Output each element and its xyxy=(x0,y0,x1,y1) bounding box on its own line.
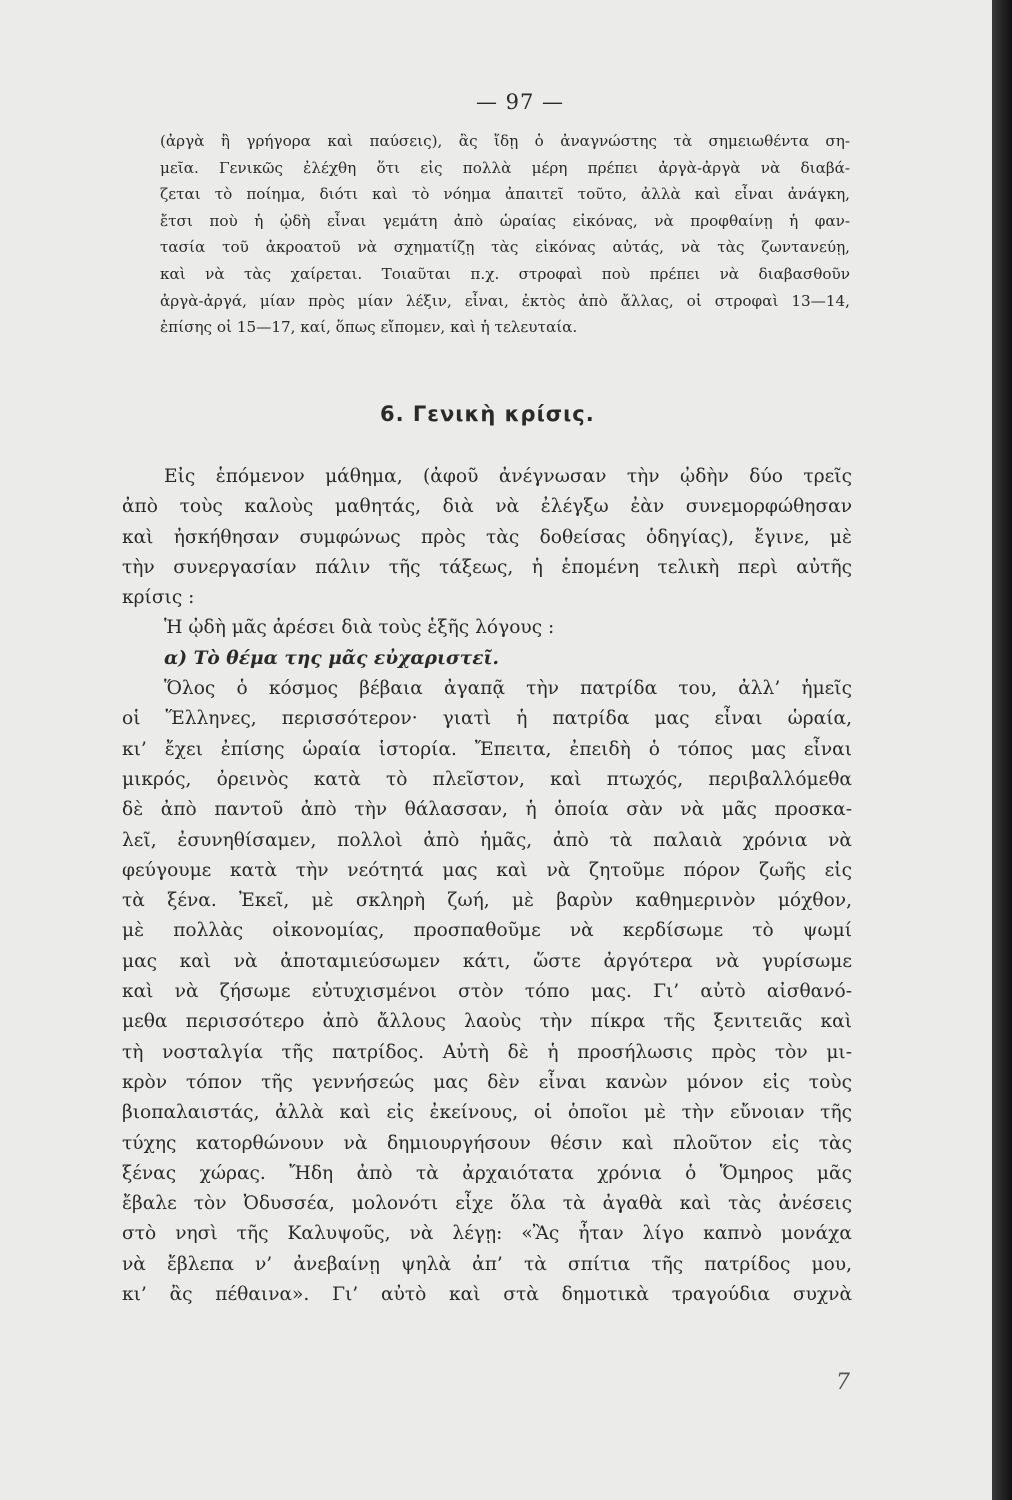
text-line: μεθα περισσότερο ἀπὸ ἄλλους λαοὺς τὴν πίκρα τῆς ξενιτειᾶς καὶ xyxy=(122,1011,852,1033)
top-paragraph xyxy=(160,128,850,341)
text-line: νὰ ἔβλεπα ν’ ἀνεβαίνῃ ψηλὰ ἀπ’ τὰ σπίτια τῆς πατρίδος μου, xyxy=(122,1253,852,1275)
text-line: τὰ ξένα. Ἐκεῖ, μὲ σκληρὴ ζωή, μὲ βαρὺν καθημερινὸν μόχθον, xyxy=(122,890,852,912)
text-line: βιοπαλαιστάς, ἀλλὰ καὶ εἰς ἐκείνους, οἱ ὁποῖοι μὲ τὴν εὔνοιαν τῆς xyxy=(122,1102,852,1124)
text-line: μικρός, ὀρεινὸς κατὰ τὸ πλεῖστον, καὶ πτωχός, περιβαλλόμεθα xyxy=(122,768,852,790)
subheading-a: α) Τὸ θέμα της μᾶς εὐχαριστεῖ. xyxy=(164,647,500,669)
text-line: τασία τοῦ ἀκροατοῦ νὰ σχηματίζῃ τὰς εἰκόνας αὐτάς, νὰ τὰς ζωντανεύῃ, xyxy=(160,238,850,257)
text-line: τὴν συνεργασίαν πάλιν τῆς τάξεως, ἡ ἑπομένη τελικὴ περὶ αὐτῆς xyxy=(122,556,852,578)
text-line: μεῖα. Γενικῶς ἐλέχθη ὅτι εἰς πολλὰ μέρη πρέπει ἀργὰ-ἀργὰ νὰ διαβά- xyxy=(160,158,850,177)
text-line: κρίσις : xyxy=(122,587,195,609)
text-line: ἀργὰ-ἀργά, μίαν πρὸς μίαν λέξιν, εἶναι, ἐκτὸς ἀπὸ ἄλλας, οἱ στροφαὶ 13—14, xyxy=(160,291,850,310)
text-line: στὸ νησὶ τῆς Καλυψοῦς, νὰ λέγῃ: «Ἂς ἦταν λίγο καπνὸ μονάχα xyxy=(122,1223,852,1245)
text-line: κι’ ἔχει ἐπίσης ὡραία ἱστορία. Ἔπειτα, ἐπειδὴ ὁ τόπος μας εἶναι xyxy=(122,738,852,760)
text-line: ἀπὸ τοὺς καλοὺς μαθητάς, διὰ νὰ ἐλέγξω ἐὰν συνεμορφώθησαν xyxy=(122,496,852,518)
text-line: καὶ νὰ ζήσωμε εὐτυχισμένοι στὸν τόπο μας. Γι’ αὐτὸ αἰσθανό- xyxy=(122,981,852,1003)
text-line: φεύγουμε κατὰ τὴν νεότητά μας καὶ νὰ ζητοῦμε πόρον ζωῆς εἰς xyxy=(122,859,852,881)
text-line: ἐπίσης οἱ 15—17, καί, ὅπως εἴπομεν, καὶ ἡ τελευταία. xyxy=(160,318,578,337)
text-line: οἱ Ἕλληνες, περισσότερον· γιατὶ ἡ πατρίδα μας εἶναι ὡραία, xyxy=(122,708,852,730)
text-line: ζεται τὸ ποίημα, διότι καὶ τὸ νόημα ἀπαιτεῖ τοῦτο, ἀλλὰ καὶ εἶναι ἀνάγκη, xyxy=(160,185,850,204)
page-number: — 97 — xyxy=(475,90,565,114)
text-line: λεῖ, ἐσυνηθίσαμεν, πολλοὶ ἀπὸ ἡμᾶς, ἀπὸ τὰ παλαιὰ χρόνια νὰ xyxy=(122,829,852,851)
text-line: Ἡ ᾠδὴ μᾶς ἀρέσει διὰ τοὺς ἑξῆς λόγους : xyxy=(164,617,555,639)
text-line: Ὅλος ὁ κόσμος βέβαια ἀγαπᾷ τὴν πατρίδα του, ἀλλ’ ἡμεῖς xyxy=(164,678,852,700)
text-line: καὶ ἠσκήθησαν συμφώνως πρὸς τὰς δοθείσας ὁδηγίας), ἔγινε, μὲ xyxy=(122,526,852,548)
signature-mark: 7 xyxy=(836,1370,850,1395)
text-line: ξένας χώρας. Ἤδη ἀπὸ τὰ ἀρχαιότατα χρόνια ὁ Ὅμηρος μᾶς xyxy=(122,1162,852,1184)
text-line: ἔβαλε τὸν Ὀδυσσέα, μολονότι εἶχε ὅλα τὰ ἀγαθὰ καὶ τὰς ἀνέσεις xyxy=(122,1193,852,1215)
text-line: μας καὶ νὰ ἀποταμιεύσωμεν κάτι, ὥστε ἀργότερα νὰ γυρίσωμε xyxy=(122,950,852,972)
text-line: καὶ νὰ τὰς χαίρεται. Τοιαῦται π.χ. στροφαὶ ποὺ πρέπει νὰ διαβασθοῦν xyxy=(160,264,850,283)
text-line: Εἰς ἑπόμενον μάθημα, (ἀφοῦ ἀνέγνωσαν τὴν ᾠδὴν δύο τρεῖς xyxy=(164,466,852,487)
text-line: κρὸν τόπον τῆς γεννήσεώς μας δὲν εἶναι κανὼν μόνον εἰς τοὺς xyxy=(122,1071,852,1093)
text-line: τύχης κατορθώνουν νὰ δημιουργήσουν θέσιν καὶ πλοῦτον εἰς τὰς xyxy=(122,1132,852,1154)
text-line: ἔτσι ποὺ ἡ ᾠδὴ εἶναι γεμάτη ἀπὸ ὡραίας εἰκόνας, νὰ προφθαίνῃ ἡ φαν- xyxy=(160,211,850,230)
text-line: τὴ νοσταλγία τῆς πατρίδος. Αὐτὴ δὲ ἡ προσήλωσις πρὸς τὸν μι- xyxy=(122,1041,852,1063)
text-line: (ἀργὰ ἢ γρήγορα καὶ παύσεις), ἂς ἴδῃ ὁ ἀναγνώστης τὰ σημειωθέντα ση- xyxy=(160,132,850,150)
body-paragraphs xyxy=(122,462,852,1310)
book-spine-edge xyxy=(992,0,1012,1500)
text-line: δὲ ἀπὸ παντοῦ ἀπὸ τὴν θάλασσαν, ἡ ὁποία σὰν νὰ μᾶς προσκα- xyxy=(122,799,852,821)
section-heading: 6. Γενικὴ κρίσις. xyxy=(380,402,595,426)
text-line: μὲ πολλὰς οἰκονομίας, προσπαθοῦμε νὰ κερδίσωμε τὸ ψωμί xyxy=(122,920,852,942)
text-line: κι’ ἂς πέθαινα». Γι’ αὐτὸ καὶ στὰ δημοτικὰ τραγούδια συχνὰ xyxy=(122,1284,852,1306)
